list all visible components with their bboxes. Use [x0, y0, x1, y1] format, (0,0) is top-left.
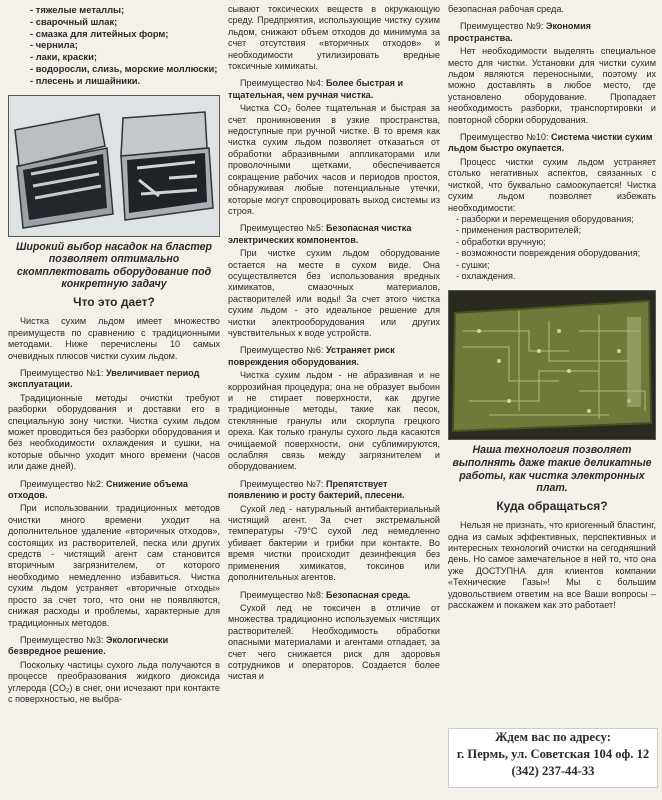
- circuit-board-illustration: [449, 291, 655, 439]
- nozzle-cases-illustration: [9, 96, 219, 236]
- advantage-heading: Преимущество №5: Безопасная чистка электрических компонентов.: [228, 223, 412, 245]
- advantage-heading: Преимущество №3: Экологически безвредное решение.: [8, 634, 169, 657]
- list-item: - возможности повреждения оборудования;: [456, 248, 641, 259]
- advantage-text: Сухой лед не токсичен в отличие от множества традиционно используемых чистящих растворителей. Необходимость обработки опасными материалами и агентами отпадает, за счет чего снижается риск для здоровья сотрудников и операторов. Создается более чистая и: [228, 602, 440, 682]
- bullet-item: - водоросли, слизь, морские моллюски;: [30, 62, 218, 74]
- column-left: [8, 0, 220, 705]
- intro-paragraph: Чистка сухим льдом имеет множество преимуществ по сравнению с традиционными методами. Ниже перечислены 10 самых очевидных плюсов чистки сухим льдом.: [8, 316, 220, 361]
- outro-paragraph: Нельзя не признать, что криогенный бластинг, одна из самых эффективных, перспективных и интересных технологий очистки на сегодняшний день. Но самое замечательное в ней то, что она уже ДОСТУПНА для клиентов компании «Технические Газы»! Мы с большим удовольствием ответим на все Ваши вопросы – расскажем и покажем как это работает!: [448, 520, 656, 610]
- advantage-heading: Преимущество №2: Снижение объема отходов.: [8, 478, 188, 501]
- contact-address: г. Пермь, ул. Советская 104 оф. 12: [456, 747, 650, 761]
- list-item: - сушки;: [456, 259, 490, 270]
- bullet-item: - тяжелые металлы;: [30, 4, 125, 15]
- advantage-heading: Преимущество №1: Увеличивает период эксплуатации.: [8, 367, 200, 390]
- photo-caption: Широкий выбор насадок на бластер позволяет оптимально скомплектовать оборудование под конкретную задачу: [15, 240, 212, 291]
- list-item: - обработки вручную;: [456, 236, 546, 247]
- nozzle-cases-photo: [8, 95, 220, 237]
- bullet-item: - плесень и лишайники.: [30, 74, 141, 86]
- section-heading: Что это дает?: [73, 294, 155, 309]
- advantage-text: При чистке сухим льдом оборудование остается на месте в сухом виде. Она осуществляется без использования вредных химикатов, смазочных материалов, растворителей или воды! За счет этого чистка сухим льдом - это идеальное решение для чистки электрооборудования или других чувствительных к воде устройств.: [228, 248, 440, 338]
- bullet-item: - смазка для литейных форм;: [30, 27, 169, 39]
- advantage-text: При использовании традиционных методов очистки много времени уходит на дополнительное удаление «вторичных отходов», состоящих из растворителей, песка или других средств - чистящий агент сам становится вторичным загрязнителем, от которого необходимо немедленно избавиться. Чистка сухим льдом устраняет «вторичные отходы» просто за счет того, что они не появляются, снижая расходы и проблемы, характерные для традиционных методов.: [8, 503, 220, 628]
- advantage-text: Нет необходимости выделять специальное место для чистки. Установки для чистки сухим льдом являются переносными, поэтому их можно доставлять в любое место, где установлено оборудование. Пропадает необходимость разборки, транспортировки и повторной сборки оборудования.: [448, 46, 656, 125]
- advantage-heading: Преимущество №4: Более быстрая и тщательная, чем ручная чистка.: [228, 78, 404, 100]
- list-item: - охлаждения.: [456, 270, 516, 281]
- advantage-heading: Преимущество №10: Система чистки сухим льдом быстро окупается.: [448, 132, 653, 154]
- advantage-text: Сухой лед - натуральный антибактериальный чистящий агент. За счет экстремальной температуры -79°C сухой лед немедленно убивает бактерии и грибки при контакте. Во время чистки происходит дезинфекция без применения химикатов, токсинов или дополнительных агентов.: [228, 503, 440, 583]
- circuit-board-photo: [448, 290, 656, 440]
- photo-caption: Наша технология позволяет выполнять даже такие деликатные работы, как чистка электронных плат.: [452, 444, 652, 495]
- continued-text: сывают токсических веществ в окружающую среду. Предприятия, использующие чистку сухим льдом, снижают объем отходов до минимума за счет отсутствия «вторичных отходов» и необходимости утилизировать вредные токсичные химикаты.: [228, 4, 440, 72]
- bullet-item: - лаки, краски;: [30, 51, 97, 63]
- advantage-heading: Преимущество №9: Экономия пространства.: [448, 21, 591, 43]
- column-middle: [228, 0, 440, 683]
- list-item: - разборки и перемещения оборудования;: [456, 213, 634, 224]
- continued-text: безопасная рабочая среда.: [448, 4, 564, 14]
- section-heading: Куда обращаться?: [496, 498, 608, 513]
- advantage-text: Чистка сухим льдом - не абразивная и не коррозийная процедура; она не образует выбоин и не стирает поверхности, как другие традиционные методы, такие как песок, стеклянные гранулы или скорлупа грецкого ореха. Как только гранулы сухого льда касаются очищаемой поверхности, они сублимируются, ослабляя связь между загрязнителем и оборудованием.: [228, 370, 440, 472]
- advantage-text: Процесс чистки сухим льдом устраняет столько негативных аспектов, связанных с чисткой, что буквально самоокупается! Чистка сухим льдом позволяет избежать необходимости:: [448, 156, 656, 213]
- list-item: - применения растворителей;: [456, 225, 582, 236]
- contact-heading: Ждем вас по адресу:: [495, 730, 611, 744]
- advantage-text: Поскольку частицы сухого льда получаются в процессе преобразования жидкого диоксида углерода (CO₂) в снег, они исчезают при контакте с поверхностью, не выбра-: [8, 659, 220, 704]
- bullet-item: - чернила;: [30, 39, 78, 51]
- contact-box: [448, 728, 658, 788]
- bullet-item: - сварочный шлак;: [30, 15, 118, 27]
- column-right: [448, 0, 656, 611]
- contact-phone: (342) 237-44-33: [511, 764, 595, 778]
- advantage-heading: Преимущество №6: Устраняет риск повреждения оборудования.: [228, 345, 395, 367]
- advantage-text: Чистка CO₂ более тщательная и быстрая за счет проникновения в узкие пространства, недоступные при ручной чистке. В то время как чистка сухим льдом позволяет отказаться от обработки абразивными аппликаторами или проволочными щетками, обеспечивается сокращение рабочих часов и периодов простоя, обнаруживая любые потенциальные утечки, которые могут спровоцировать выход системы из строя.: [228, 103, 440, 216]
- advantage-text: Традиционные методы очистки требуют разборки оборудования и доставки его в специальную зону чистки. Чистка сухим льдом может проводиться без разборки оборудования и без необходимости охлаждения и сушки, на которые обычно уходит много времени (часов или даже дней).: [8, 392, 220, 472]
- advantage-heading: Преимущество №7: Препятствует появлению и росту бактерий, плесени.: [228, 478, 405, 501]
- advantage-heading: Преимущество №8: Безопасная среда.: [240, 589, 411, 600]
